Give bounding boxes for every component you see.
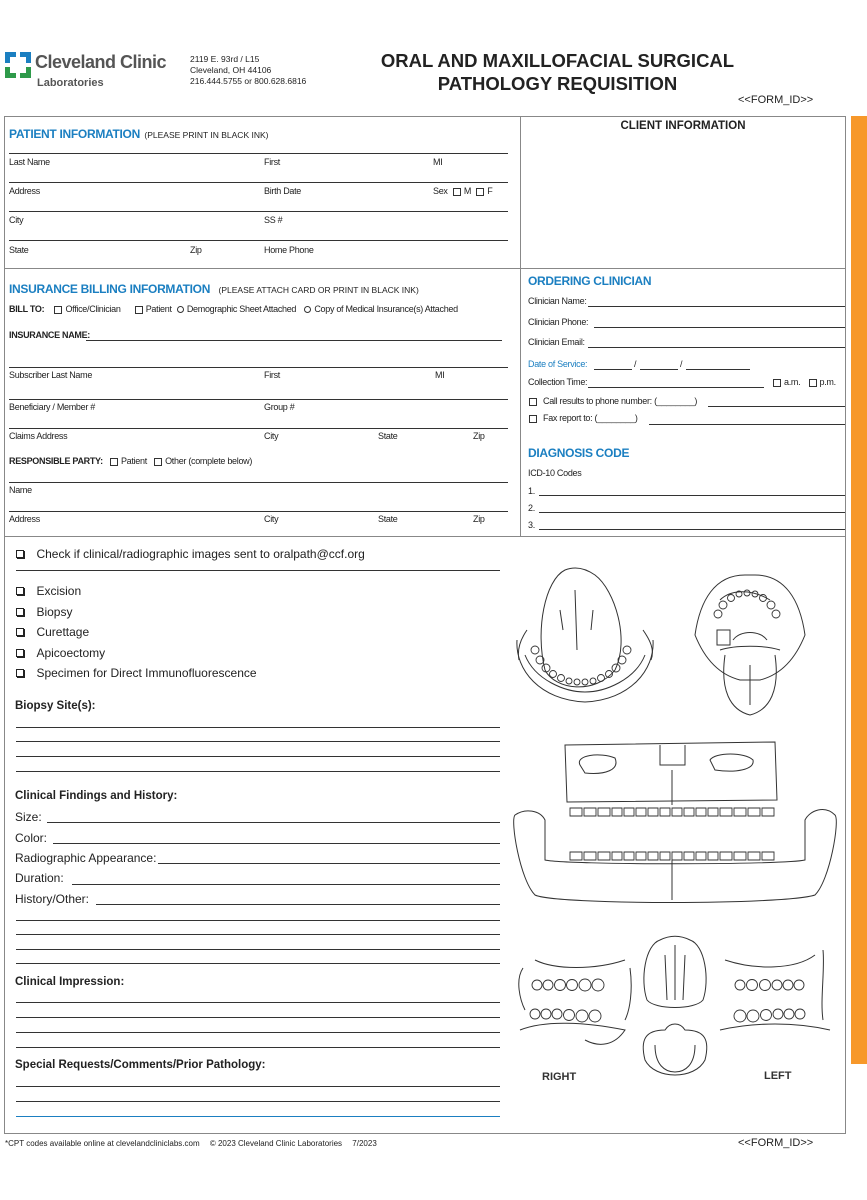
dos-year-input[interactable] bbox=[686, 369, 750, 370]
left-label: LEFT bbox=[764, 1070, 792, 1082]
divider bbox=[520, 116, 521, 536]
duration-input[interactable] bbox=[72, 884, 500, 885]
fax-report-label: Fax report to: (________) bbox=[543, 413, 638, 423]
sex-m-label: M bbox=[463, 186, 472, 196]
sex-label: Sex bbox=[433, 186, 448, 196]
ss-field[interactable]: SS # bbox=[264, 215, 283, 225]
biopsy-site-line[interactable] bbox=[16, 756, 500, 757]
color-label: Color: bbox=[15, 831, 48, 845]
call-results-row bbox=[526, 396, 697, 406]
impression-line[interactable] bbox=[16, 1032, 500, 1033]
history-line[interactable] bbox=[16, 963, 500, 964]
bill-office-label: Office/Clinician bbox=[65, 304, 121, 314]
apicoectomy-label: Apicoectomy bbox=[36, 646, 106, 660]
cleveland-clinic-logo-icon bbox=[5, 52, 31, 78]
curettage-label: Curettage bbox=[36, 625, 90, 639]
biopsy-sites-label: Biopsy Site(s): bbox=[15, 700, 96, 712]
rp-zip-field[interactable]: Zip bbox=[473, 514, 485, 524]
insurance-name-input[interactable] bbox=[86, 340, 502, 341]
images-sent-row bbox=[16, 545, 365, 563]
dif-row bbox=[16, 664, 257, 682]
oral-diagrams[interactable] bbox=[505, 560, 845, 1090]
collection-time-label: Collection Time: bbox=[528, 377, 588, 387]
claims-address-field[interactable]: Claims Address bbox=[9, 431, 68, 441]
impression-line[interactable] bbox=[16, 1047, 500, 1048]
diag-3-input[interactable] bbox=[539, 529, 845, 530]
pm-label: p.m. bbox=[819, 377, 836, 387]
rp-patient-label: Patient bbox=[120, 456, 147, 466]
history-label: History/Other: bbox=[15, 892, 90, 906]
fax-report-input[interactable] bbox=[649, 424, 845, 425]
diag-1-input[interactable] bbox=[539, 495, 845, 496]
subscriber-mi-field[interactable]: MI bbox=[435, 370, 445, 380]
address-line3: 216.444.5755 or 800.628.6816 bbox=[190, 76, 307, 86]
bill-patient-label: Patient bbox=[145, 304, 172, 314]
state-field[interactable]: State bbox=[9, 245, 29, 255]
address-field[interactable]: Address bbox=[9, 186, 40, 196]
diag-1-label: 1. bbox=[528, 486, 535, 496]
rp-name-field[interactable]: Name bbox=[9, 485, 32, 495]
mi-field[interactable]: MI bbox=[433, 157, 443, 167]
special-requests-line[interactable] bbox=[16, 1101, 500, 1102]
pm-checkbox[interactable] bbox=[809, 379, 817, 387]
client-info-title: CLIENT INFORMATION bbox=[620, 120, 746, 132]
dos-month-input[interactable] bbox=[594, 369, 632, 370]
right-label: RIGHT bbox=[542, 1071, 577, 1083]
claims-zip-field[interactable]: Zip bbox=[473, 431, 485, 441]
rp-other-label: Other (complete below) bbox=[165, 456, 253, 466]
special-requests-line[interactable] bbox=[16, 1086, 500, 1087]
call-results-input[interactable] bbox=[708, 406, 845, 407]
sex-field bbox=[433, 186, 492, 196]
clinician-phone-input[interactable] bbox=[594, 327, 845, 328]
size-label: Size: bbox=[15, 810, 42, 824]
footer-note bbox=[5, 1139, 377, 1148]
history-line[interactable] bbox=[16, 949, 500, 950]
biopsy-row bbox=[16, 603, 72, 621]
field-line bbox=[9, 240, 508, 241]
special-requests-label: Special Requests/Comments/Prior Pathology: bbox=[15, 1059, 266, 1071]
excision-checkbox[interactable] bbox=[16, 587, 24, 595]
special-requests-line[interactable] bbox=[16, 1116, 500, 1117]
field-line bbox=[9, 399, 508, 400]
address-line1: 2119 E. 93rd / L15 bbox=[190, 54, 260, 64]
bill-office-checkbox[interactable] bbox=[54, 306, 62, 314]
bill-to-row bbox=[9, 304, 458, 314]
divider bbox=[4, 536, 846, 537]
am-pm-row bbox=[770, 377, 836, 387]
sex-m-checkbox[interactable] bbox=[453, 188, 461, 196]
images-sent-label: Check if clinical/radiographic images sent to oralpath@ccf.org bbox=[36, 547, 365, 561]
clinical-impression-label: Clinical Impression: bbox=[15, 976, 125, 988]
insurance-copy-label: Copy of Medical Insurance(s) Attached bbox=[314, 304, 458, 314]
left-lateral-diagram bbox=[720, 950, 830, 1030]
claims-city-field[interactable]: City bbox=[264, 431, 279, 441]
biopsy-site-line[interactable] bbox=[16, 727, 500, 728]
birth-date-field[interactable]: Birth Date bbox=[264, 186, 302, 196]
clinician-phone-label: Clinician Phone: bbox=[528, 317, 589, 327]
rp-state-field[interactable]: State bbox=[378, 514, 398, 524]
am-label: a.m. bbox=[784, 377, 801, 387]
address-line2: Cleveland, OH 44106 bbox=[190, 65, 272, 75]
clinician-email-input[interactable] bbox=[588, 347, 845, 348]
mandible-tongue-up-diagram bbox=[517, 568, 653, 702]
insurance-name-label: INSURANCE NAME: bbox=[9, 330, 91, 340]
insurance-title: INSURANCE BILLING INFORMATION bbox=[9, 282, 211, 296]
open-mouth-diagram bbox=[695, 575, 805, 715]
images-sent-checkbox[interactable] bbox=[16, 550, 24, 558]
footer-date: 7/2023 bbox=[352, 1139, 377, 1148]
am-checkbox[interactable] bbox=[773, 379, 781, 387]
form-id-top: <<FORM_ID>> bbox=[738, 94, 814, 106]
apicoectomy-row bbox=[16, 644, 105, 662]
diag-2-label: 2. bbox=[528, 503, 535, 513]
diagnosis-title: DIAGNOSIS CODE bbox=[528, 446, 630, 460]
bill-to-label: BILL TO: bbox=[9, 304, 45, 314]
curettage-checkbox[interactable] bbox=[16, 628, 24, 636]
bill-patient-checkbox[interactable] bbox=[135, 306, 143, 314]
duration-label: Duration: bbox=[15, 871, 64, 885]
rp-address-field[interactable]: Address bbox=[9, 514, 40, 524]
dif-checkbox[interactable] bbox=[16, 669, 24, 677]
brand-name: Cleveland Clinic bbox=[35, 52, 167, 72]
apicoectomy-checkbox[interactable] bbox=[16, 649, 24, 657]
sex-f-label: F bbox=[487, 186, 493, 196]
copyright: © 2023 Cleveland Clinic Laboratories bbox=[209, 1139, 343, 1148]
patient-info-heading bbox=[9, 125, 268, 143]
field-line bbox=[9, 428, 508, 429]
field-line bbox=[9, 511, 508, 512]
right-lateral-diagram bbox=[519, 960, 631, 1044]
insurance-note: (PLEASE ATTACH CARD OR PRINT IN BLACK INK) bbox=[218, 285, 419, 295]
field-line bbox=[9, 182, 508, 183]
clinician-name-input[interactable] bbox=[588, 306, 845, 307]
diag-2-input[interactable] bbox=[539, 512, 845, 513]
responsible-party-label: RESPONSIBLE PARTY: bbox=[9, 456, 103, 466]
title-line2: PATHOLOGY REQUISITION bbox=[437, 73, 678, 94]
cpt-note: *CPT codes available online at clevelandcliniclabs.com bbox=[5, 1139, 200, 1148]
clinician-email-label: Clinician Email: bbox=[528, 337, 585, 347]
impression-line[interactable] bbox=[16, 1002, 500, 1003]
subscriber-last-field[interactable]: Subscriber Last Name bbox=[9, 370, 93, 380]
collection-time-input[interactable] bbox=[588, 387, 764, 388]
group-field[interactable]: Group # bbox=[264, 402, 295, 412]
slash: / bbox=[680, 359, 683, 369]
subscriber-first-field[interactable]: First bbox=[264, 370, 280, 380]
biopsy-site-line[interactable] bbox=[16, 771, 500, 772]
demographic-label: Demographic Sheet Attached bbox=[186, 304, 297, 314]
dif-label: Specimen for Direct Immunofluorescence bbox=[36, 666, 257, 680]
call-results-label: Call results to phone number: (________) bbox=[543, 396, 698, 406]
history-input[interactable] bbox=[96, 904, 500, 905]
fax-report-row bbox=[526, 413, 638, 423]
diag-3-label: 3. bbox=[528, 520, 535, 530]
field-line bbox=[9, 367, 508, 368]
field-line bbox=[9, 153, 508, 154]
dos-day-input[interactable] bbox=[640, 369, 678, 370]
home-phone-field[interactable]: Home Phone bbox=[264, 245, 314, 255]
radiographic-label: Radiographic Appearance: bbox=[15, 851, 157, 865]
field-line bbox=[9, 211, 508, 212]
orange-side-bar bbox=[851, 116, 867, 1064]
biopsy-label: Biopsy bbox=[36, 605, 73, 619]
insurance-heading bbox=[9, 280, 419, 298]
demographic-radio[interactable] bbox=[177, 306, 184, 313]
date-of-service-label: Date of Service: bbox=[528, 359, 588, 369]
fax-report-checkbox[interactable] bbox=[529, 415, 537, 423]
rp-city-field[interactable]: City bbox=[264, 514, 279, 524]
ordering-clinician-title: ORDERING CLINICIAN bbox=[528, 274, 652, 288]
color-input[interactable] bbox=[53, 843, 500, 844]
curettage-row bbox=[16, 623, 89, 641]
divider bbox=[4, 268, 846, 269]
biopsy-site-line[interactable] bbox=[16, 741, 500, 742]
insurance-copy-radio[interactable] bbox=[304, 306, 311, 313]
city-field[interactable]: City bbox=[9, 215, 24, 225]
rp-other-checkbox[interactable] bbox=[154, 458, 162, 466]
history-line[interactable] bbox=[16, 934, 500, 935]
first-name-field[interactable]: First bbox=[264, 157, 280, 167]
last-name-field[interactable]: Last Name bbox=[9, 157, 50, 167]
impression-line[interactable] bbox=[16, 1017, 500, 1018]
title-line1: ORAL AND MAXILLOFACIAL SURGICAL bbox=[380, 50, 735, 71]
panoramic-jaw-diagram bbox=[514, 742, 837, 903]
zip-field[interactable]: Zip bbox=[190, 245, 202, 255]
icd10-label: ICD-10 Codes bbox=[528, 468, 582, 478]
patient-info-note: (PLEASE PRINT IN BLACK INK) bbox=[144, 130, 269, 140]
tongue-diagram bbox=[643, 936, 707, 1075]
rp-patient-checkbox[interactable] bbox=[110, 458, 118, 466]
history-line[interactable] bbox=[16, 920, 500, 921]
radiographic-input[interactable] bbox=[158, 863, 500, 864]
claims-state-field[interactable]: State bbox=[378, 431, 398, 441]
field-line bbox=[9, 482, 508, 483]
beneficiary-field[interactable]: Beneficiary / Member # bbox=[9, 402, 95, 412]
clinical-findings-label: Clinical Findings and History: bbox=[15, 790, 178, 802]
size-input[interactable] bbox=[47, 822, 500, 823]
responsible-party-row bbox=[9, 456, 252, 466]
patient-info-title: PATIENT INFORMATION bbox=[9, 127, 140, 141]
page-title bbox=[360, 49, 755, 95]
logo bbox=[5, 52, 31, 78]
biopsy-checkbox[interactable] bbox=[16, 608, 24, 616]
client-info-area[interactable] bbox=[522, 138, 844, 266]
images-sent-divider bbox=[16, 570, 500, 571]
slash: / bbox=[634, 359, 637, 369]
excision-row bbox=[16, 582, 81, 600]
call-results-checkbox[interactable] bbox=[529, 398, 537, 406]
sex-f-checkbox[interactable] bbox=[476, 188, 484, 196]
clinician-name-label: Clinician Name: bbox=[528, 296, 587, 306]
form-id-bottom: <<FORM_ID>> bbox=[738, 1137, 814, 1149]
brand-sub: Laboratories bbox=[37, 77, 104, 89]
excision-label: Excision bbox=[36, 584, 82, 598]
